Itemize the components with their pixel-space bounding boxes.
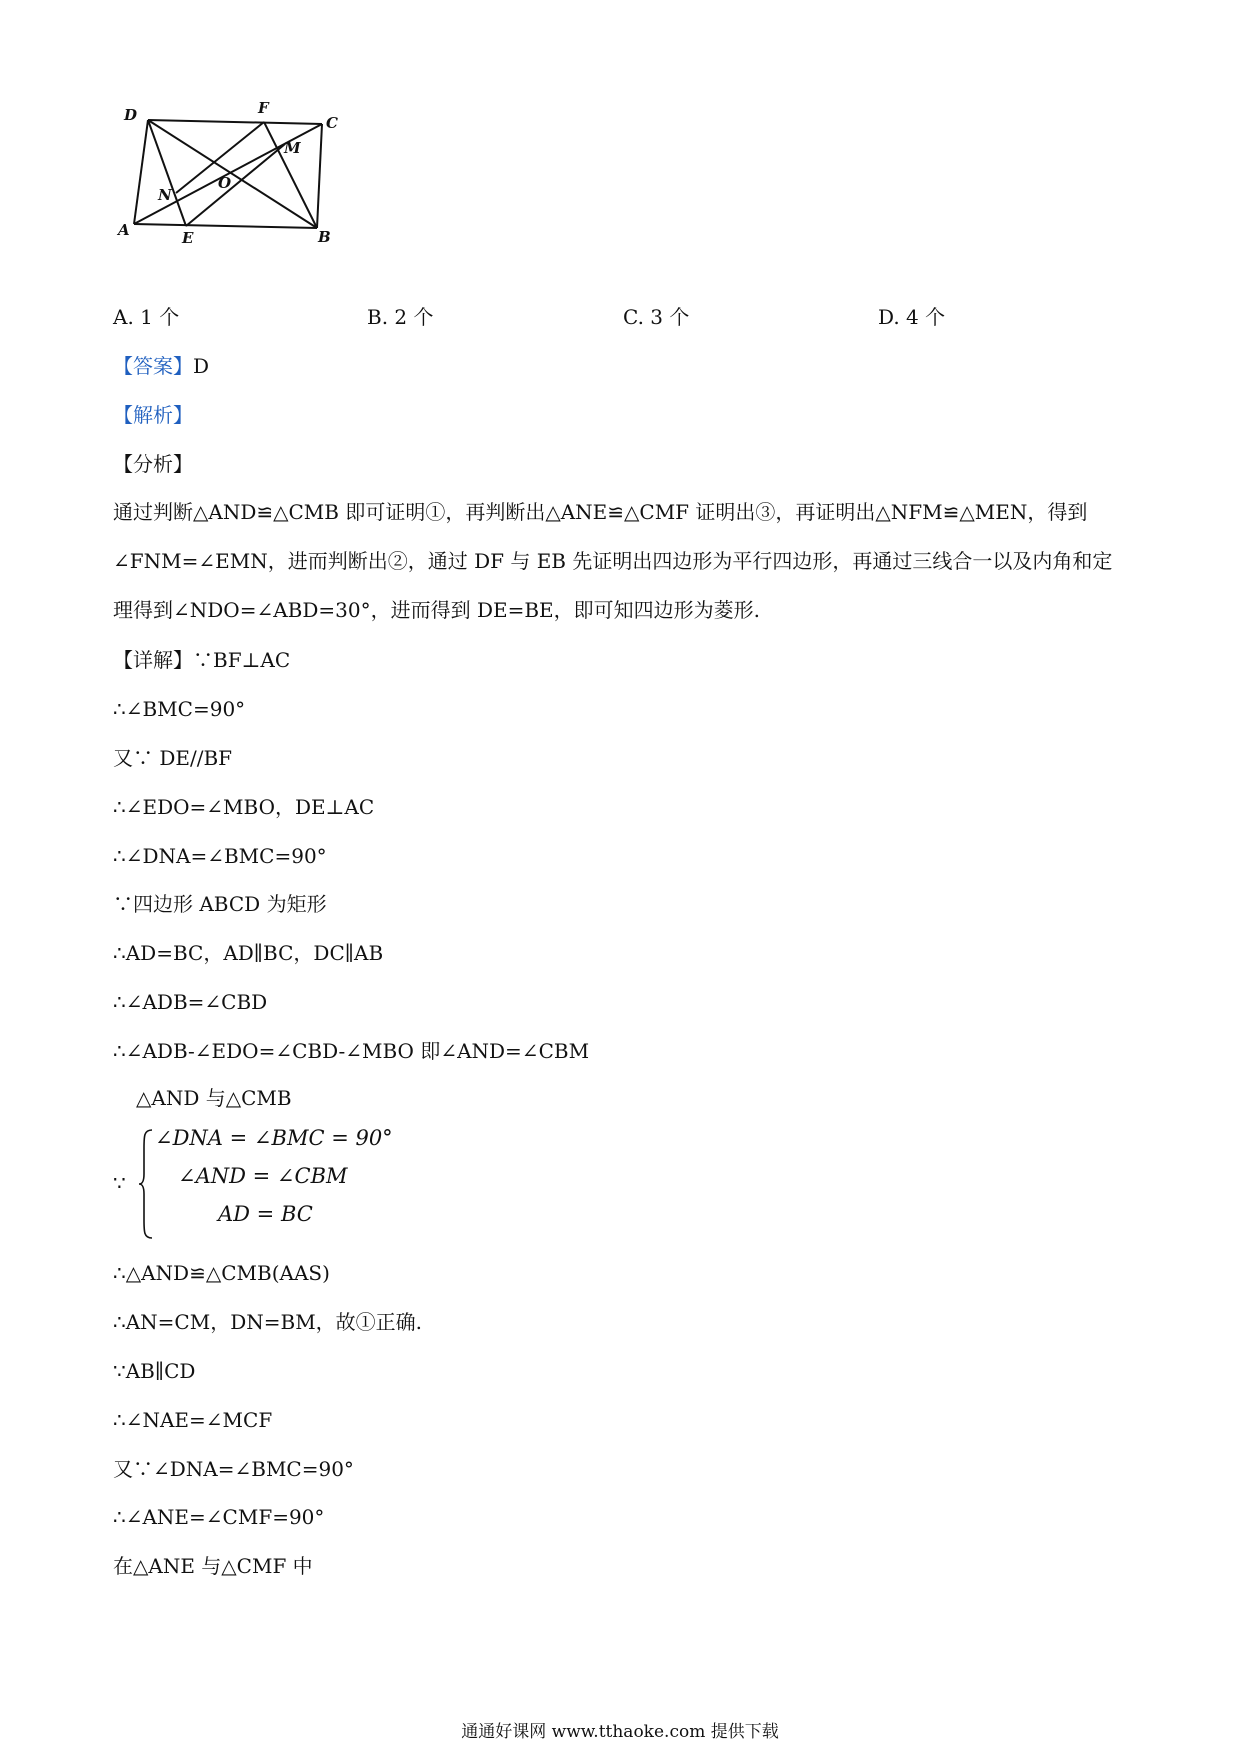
- proof-line: 又∵ DE//BF: [113, 746, 233, 770]
- proof-line: ∵四边形 ABCD 为矩形: [113, 892, 327, 916]
- proof-line: △AND 与△CMB: [136, 1086, 292, 1110]
- label-a: A: [118, 221, 130, 239]
- edge-ba: [134, 224, 317, 228]
- fenxi-tag: 【分析】: [113, 452, 193, 476]
- choice-d: D. 4 个: [878, 305, 946, 329]
- jiexi-line: [113, 400, 193, 430]
- detail-first: ∵BF⊥AC: [193, 648, 291, 672]
- left-brace: [138, 1128, 154, 1240]
- label-b: B: [318, 228, 331, 246]
- detail-line: [113, 645, 290, 675]
- system-row: ∠DNA = ∠BMC = 90°: [155, 1126, 393, 1150]
- proof-line: ∴∠ANE=∠CMF=90°: [113, 1505, 325, 1529]
- edge-ad: [134, 120, 148, 224]
- system-row: AD = BC: [218, 1202, 313, 1226]
- proof-line: 又∵∠DNA=∠BMC=90°: [113, 1457, 354, 1481]
- answer-value: D: [193, 354, 210, 378]
- segment-de: [148, 120, 186, 226]
- choice-a: A. 1 个: [113, 305, 180, 329]
- proof-line: ∴∠BMC=90°: [113, 697, 246, 721]
- label-c: C: [326, 114, 338, 132]
- label-d: D: [124, 106, 138, 124]
- diagonal-db: [148, 120, 317, 228]
- label-o: O: [218, 174, 232, 192]
- edge-cb: [317, 124, 322, 228]
- answer-line: [113, 351, 209, 381]
- choice-row: [0, 303, 1240, 331]
- analysis-paragraph: 通过判断△AND≌△CMB 即可证明①，再判断出△ANE≌△CMF 证明出③，再证明出△NFM≌△MEN，得到∠FNM=∠EMN，进而判断出②，通过 DF 与 EB 先证明出四边形为平行四边形，再通过三线合一以及内角和定理得到∠NDO=∠ABD=30°，进而得到 DE=BE，即可知四边形为菱形.: [113, 500, 1113, 622]
- proof-line: ∴AD=BC，AD∥BC，DC∥AB: [113, 941, 384, 965]
- proof-line: ∴∠ADB=∠CBD: [113, 990, 268, 1014]
- system-row: ∠AND = ∠CBM: [178, 1164, 348, 1188]
- page-footer: 通通好课网 www.tthaoke.com 提供下载: [461, 1722, 779, 1742]
- proof-line: ∴∠ADB-∠EDO=∠CBD-∠MBO 即∠AND=∠CBM: [113, 1039, 590, 1063]
- label-m: M: [284, 139, 301, 157]
- detail-tag: 【详解】: [113, 648, 193, 672]
- choice-b: B. 2 个: [367, 305, 434, 329]
- proof-line: 在△ANE 与△CMF 中: [113, 1554, 313, 1578]
- proof-line: ∴AN=CM，DN=BM，故①正确.: [113, 1310, 423, 1334]
- fenxi-line: [113, 449, 193, 479]
- choice-c: C. 3 个: [623, 305, 690, 329]
- proof-line: ∵AB∥CD: [113, 1359, 196, 1383]
- label-n: N: [158, 186, 172, 204]
- answer-tag: 【答案】: [113, 354, 193, 378]
- proof-line: ∴△AND≌△CMB(AAS): [113, 1261, 330, 1285]
- proof-line: ∴∠NAE=∠MCF: [113, 1408, 273, 1432]
- segment-em: [186, 144, 285, 226]
- geometry-figure: [110, 100, 410, 290]
- label-e: E: [182, 229, 194, 247]
- proof-line: ∴∠DNA=∠BMC=90°: [113, 844, 327, 868]
- label-f: F: [258, 100, 269, 117]
- system-because-symbol: ∵: [113, 1171, 126, 1195]
- edge-dc: [148, 120, 322, 124]
- proof-line: ∴∠EDO=∠MBO，DE⊥AC: [113, 795, 375, 819]
- jiexi-tag: 【解析】: [113, 403, 193, 427]
